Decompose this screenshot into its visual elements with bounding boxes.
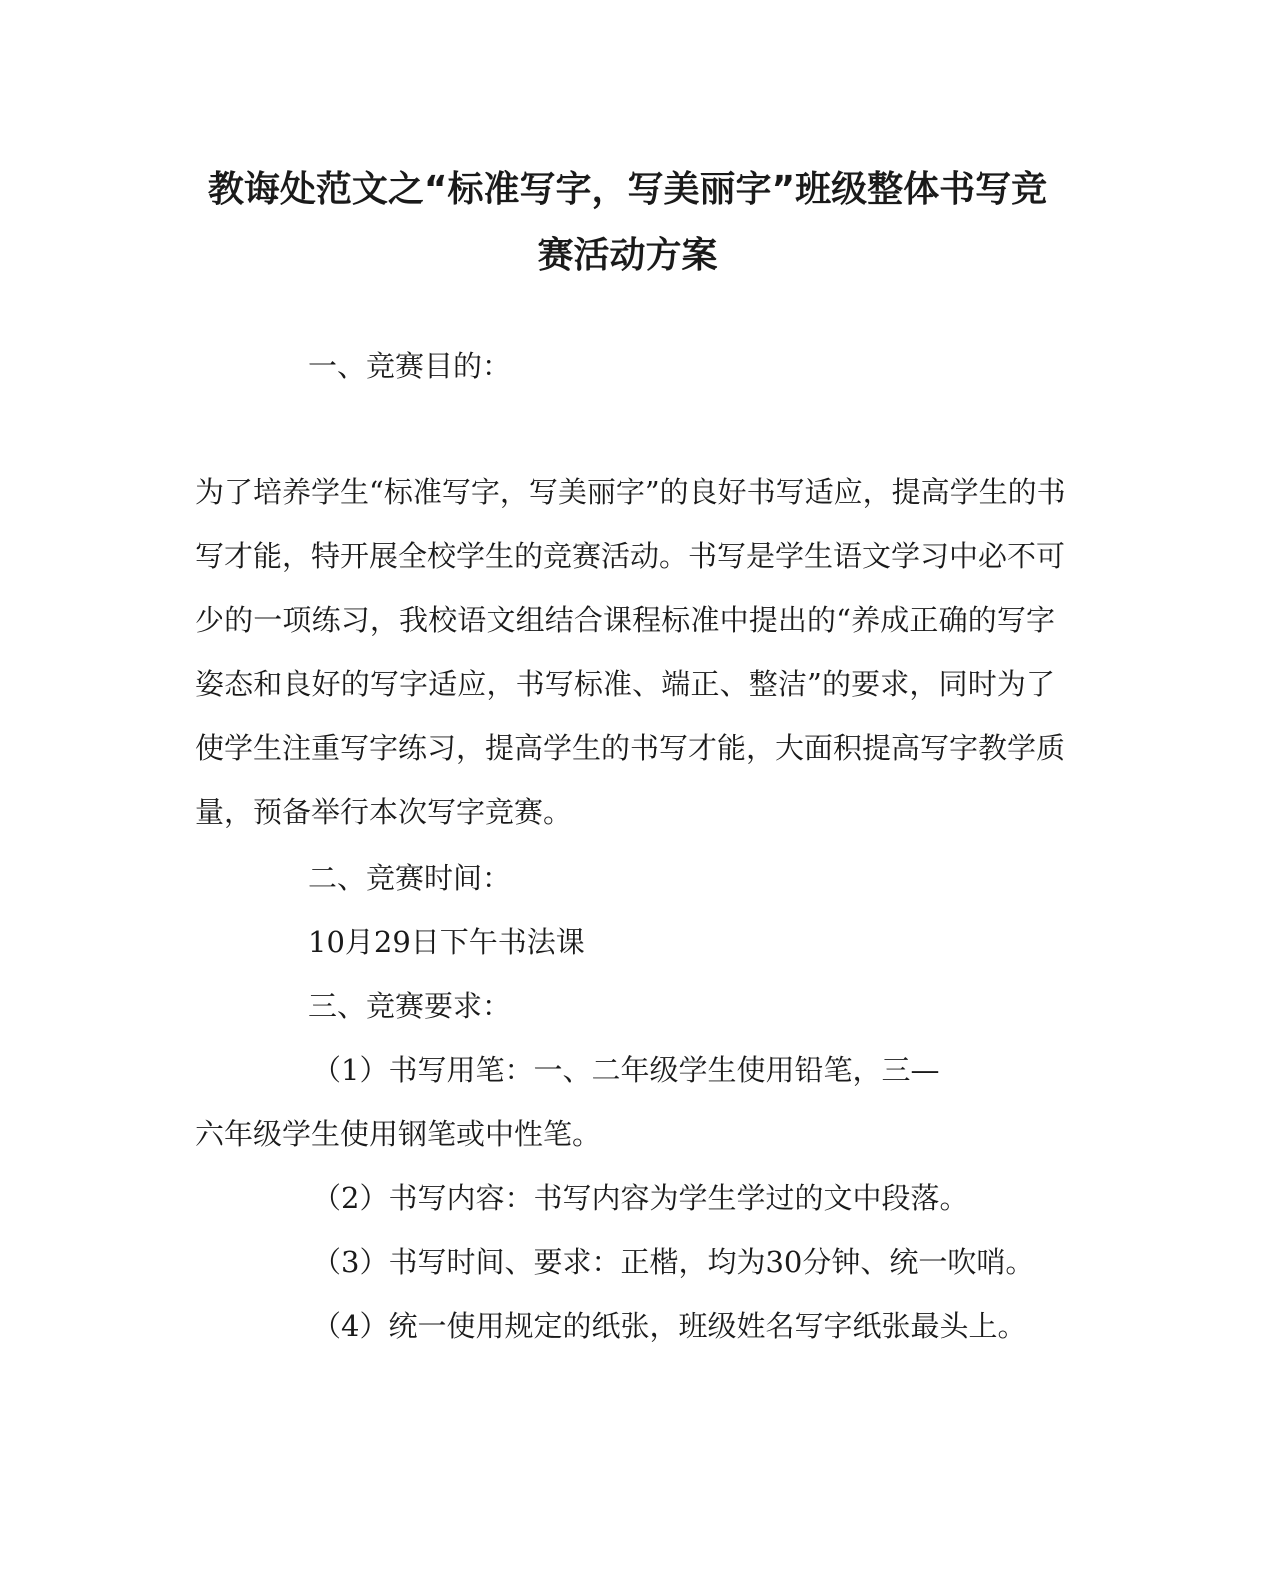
section-1-paragraph	[195, 475, 1066, 860]
section-3-heading: 三、竞赛要求：	[308, 989, 512, 1023]
document-title-line-1: 教诲处范文之“标准写字，写美丽字”班级整体书写竞	[207, 169, 1048, 210]
requirement-4: （4）统一使用规定的纸张，班级姓名写字纸张最头上。	[312, 1309, 1027, 1343]
section-2-time: 10月29日下午书法课	[308, 925, 585, 959]
document-title-line-2: 赛活动方案	[537, 235, 718, 276]
requirement-3: （3）书写时间、要求：正楷，均为30分钟、统一吹哨。	[312, 1245, 1035, 1279]
paragraph-line: 为了培养学生“标准写字，写美丽字”的良好书写适应，提高学生的书	[195, 475, 1066, 509]
paragraph-line: 姿态和良好的写字适应，书写标准、端正、整洁”的要求，同时为了	[195, 667, 1055, 701]
requirement-1-line-2: 六年级学生使用钢笔或中性笔。	[195, 1117, 602, 1151]
paragraph-line: 量，预备举行本次写字竞赛。	[195, 795, 573, 829]
requirement-1-line-1: （1）书写用笔：一、二年级学生使用铅笔，三—	[312, 1053, 940, 1087]
section-1-heading: 一、竞赛目的：	[308, 349, 512, 383]
paragraph-line: 少的一项练习，我校语文组结合课程标准中提出的“养成正确的写字	[195, 603, 1055, 637]
paragraph-line: 使学生注重写字练习，提高学生的书写才能，大面积提高写字教学质	[195, 731, 1066, 765]
paragraph-line: 写才能，特开展全校学生的竞赛活动。书写是学生语文学习中必不可	[195, 539, 1066, 573]
requirement-2: （2）书写内容：书写内容为学生学过的文中段落。	[312, 1181, 969, 1215]
section-2-heading: 二、竞赛时间：	[308, 861, 512, 895]
